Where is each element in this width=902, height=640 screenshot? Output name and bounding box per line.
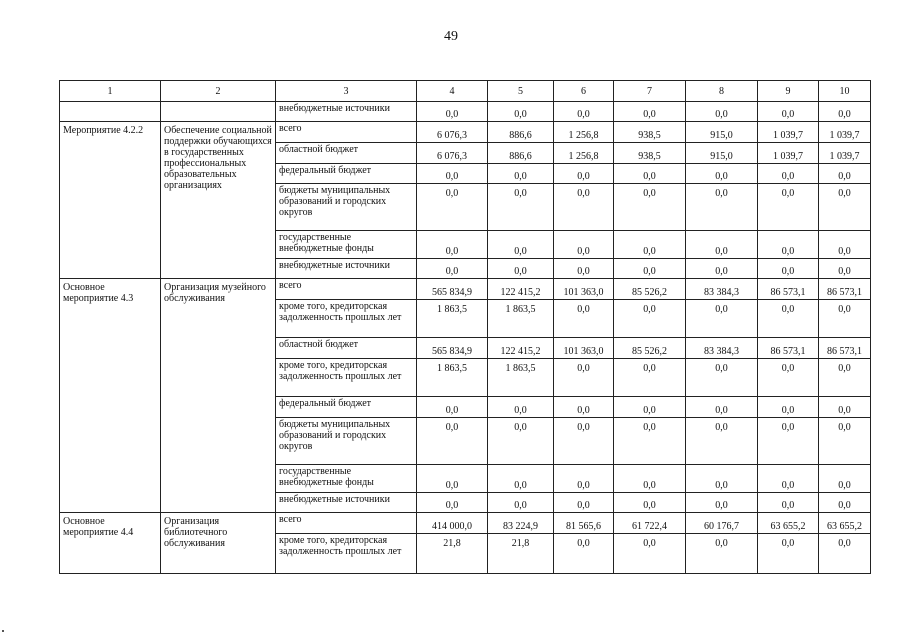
- table-row: [60, 513, 871, 534]
- measure-name-cell: Основное мероприятие 4.3: [60, 279, 161, 513]
- amount-cell: 83 384,3: [686, 338, 758, 359]
- amount-cell: 0,0: [819, 418, 871, 465]
- amount-cell: 0,0: [417, 259, 488, 279]
- header-cell: 4: [417, 81, 488, 102]
- amount-cell: 0,0: [758, 102, 819, 122]
- amount-cell: 0,0: [686, 300, 758, 338]
- amount-cell: 0,0: [686, 259, 758, 279]
- amount-cell: 565 834,9: [417, 338, 488, 359]
- amount-cell: 414 000,0: [417, 513, 488, 534]
- amount-cell: 0,0: [686, 359, 758, 397]
- funding-source-cell: бюджеты муниципальных образований и городских округов: [276, 418, 417, 465]
- amount-cell: 0,0: [614, 102, 686, 122]
- measure-name-cell: Основное мероприятие 4.4: [60, 513, 161, 574]
- amount-cell: 0,0: [758, 259, 819, 279]
- header-cell: 7: [614, 81, 686, 102]
- amount-cell: 0,0: [819, 300, 871, 338]
- funding-source-cell: бюджеты муниципальных образований и городских округов: [276, 184, 417, 231]
- amount-cell: 0,0: [819, 231, 871, 259]
- header-cell: 2: [161, 81, 276, 102]
- header-row: [60, 81, 871, 102]
- amount-cell: 565 834,9: [417, 279, 488, 300]
- funding-source-cell: федеральный бюджет: [276, 397, 417, 418]
- scan-speck: [2, 630, 4, 632]
- amount-cell: 0,0: [819, 397, 871, 418]
- amount-cell: 915,0: [686, 122, 758, 143]
- amount-cell: 0,0: [758, 465, 819, 493]
- amount-cell: 0,0: [614, 184, 686, 231]
- amount-cell: 85 526,2: [614, 279, 686, 300]
- funding-source-cell: областной бюджет: [276, 143, 417, 164]
- amount-cell: 0,0: [488, 102, 554, 122]
- amount-cell: 0,0: [758, 164, 819, 184]
- amount-cell: 1 039,7: [758, 143, 819, 164]
- funding-source-cell: внебюджетные источники: [276, 102, 417, 122]
- amount-cell: 0,0: [417, 493, 488, 513]
- amount-cell: 86 573,1: [758, 279, 819, 300]
- amount-cell: 83 384,3: [686, 279, 758, 300]
- amount-cell: 0,0: [614, 465, 686, 493]
- amount-cell: 0,0: [819, 534, 871, 574]
- amount-cell: 101 363,0: [554, 338, 614, 359]
- amount-cell: 0,0: [819, 493, 871, 513]
- amount-cell: 6 076,3: [417, 122, 488, 143]
- amount-cell: 1 256,8: [554, 143, 614, 164]
- amount-cell: 1 256,8: [554, 122, 614, 143]
- amount-cell: 886,6: [488, 122, 554, 143]
- amount-cell: 0,0: [614, 300, 686, 338]
- header-cell: 10: [819, 81, 871, 102]
- amount-cell: 0,0: [819, 465, 871, 493]
- amount-cell: 0,0: [614, 534, 686, 574]
- amount-cell: 122 415,2: [488, 279, 554, 300]
- amount-cell: 1 863,5: [488, 300, 554, 338]
- header-cell: 5: [488, 81, 554, 102]
- amount-cell: 0,0: [554, 164, 614, 184]
- table-body: [60, 81, 871, 574]
- amount-cell: 938,5: [614, 143, 686, 164]
- amount-cell: 1 039,7: [819, 143, 871, 164]
- amount-cell: 122 415,2: [488, 338, 554, 359]
- amount-cell: 0,0: [686, 493, 758, 513]
- measure-name-cell: [60, 102, 161, 122]
- amount-cell: 101 363,0: [554, 279, 614, 300]
- amount-cell: 0,0: [758, 359, 819, 397]
- header-cell: 1: [60, 81, 161, 102]
- amount-cell: 0,0: [417, 231, 488, 259]
- amount-cell: 1 039,7: [819, 122, 871, 143]
- funding-source-cell: всего: [276, 122, 417, 143]
- amount-cell: 0,0: [554, 102, 614, 122]
- amount-cell: 81 565,6: [554, 513, 614, 534]
- page-number: 49: [444, 29, 458, 44]
- amount-cell: 61 722,4: [614, 513, 686, 534]
- amount-cell: 60 176,7: [686, 513, 758, 534]
- header-cell: 6: [554, 81, 614, 102]
- amount-cell: 0,0: [758, 534, 819, 574]
- funding-source-cell: государственные внебюджетные фонды: [276, 465, 417, 493]
- amount-cell: 0,0: [554, 300, 614, 338]
- amount-cell: 0,0: [488, 184, 554, 231]
- amount-cell: 0,0: [686, 534, 758, 574]
- amount-cell: 0,0: [488, 397, 554, 418]
- amount-cell: 0,0: [554, 493, 614, 513]
- amount-cell: 0,0: [488, 231, 554, 259]
- amount-cell: 0,0: [819, 359, 871, 397]
- table-row: [60, 279, 871, 300]
- amount-cell: 0,0: [758, 397, 819, 418]
- amount-cell: 938,5: [614, 122, 686, 143]
- amount-cell: 0,0: [554, 465, 614, 493]
- amount-cell: 0,0: [554, 359, 614, 397]
- amount-cell: 0,0: [758, 300, 819, 338]
- amount-cell: 915,0: [686, 143, 758, 164]
- amount-cell: 0,0: [554, 397, 614, 418]
- header-cell: 9: [758, 81, 819, 102]
- amount-cell: 0,0: [554, 231, 614, 259]
- amount-cell: 0,0: [417, 102, 488, 122]
- amount-cell: 0,0: [417, 397, 488, 418]
- amount-cell: 0,0: [758, 231, 819, 259]
- funding-source-cell: всего: [276, 279, 417, 300]
- amount-cell: 0,0: [614, 359, 686, 397]
- amount-cell: 0,0: [417, 418, 488, 465]
- amount-cell: 0,0: [686, 102, 758, 122]
- amount-cell: 0,0: [758, 184, 819, 231]
- amount-cell: 0,0: [554, 418, 614, 465]
- amount-cell: 0,0: [614, 397, 686, 418]
- amount-cell: 0,0: [488, 418, 554, 465]
- amount-cell: 86 573,1: [819, 338, 871, 359]
- amount-cell: 0,0: [819, 259, 871, 279]
- funding-source-cell: всего: [276, 513, 417, 534]
- amount-cell: 0,0: [614, 259, 686, 279]
- amount-cell: 0,0: [686, 397, 758, 418]
- amount-cell: 0,0: [488, 493, 554, 513]
- measure-description-cell: [161, 102, 276, 122]
- measure-name-cell: Мероприятие 4.2.2: [60, 122, 161, 279]
- amount-cell: 83 224,9: [488, 513, 554, 534]
- header-cell: 3: [276, 81, 417, 102]
- amount-cell: 0,0: [758, 493, 819, 513]
- amount-cell: 86 573,1: [819, 279, 871, 300]
- funding-source-cell: кроме того, кредиторская задолженность прошлых лет: [276, 300, 417, 338]
- amount-cell: 0,0: [417, 465, 488, 493]
- amount-cell: 0,0: [417, 184, 488, 231]
- amount-cell: 0,0: [554, 534, 614, 574]
- funding-source-cell: федеральный бюджет: [276, 164, 417, 184]
- table-row: [60, 102, 871, 122]
- amount-cell: 0,0: [488, 465, 554, 493]
- funding-source-cell: кроме того, кредиторская задолженность прошлых лет: [276, 359, 417, 397]
- amount-cell: 63 655,2: [819, 513, 871, 534]
- amount-cell: 0,0: [686, 164, 758, 184]
- funding-source-cell: кроме того, кредиторская задолженность прошлых лет: [276, 534, 417, 574]
- amount-cell: 6 076,3: [417, 143, 488, 164]
- funding-source-cell: внебюджетные источники: [276, 493, 417, 513]
- measure-description-cell: Обеспечение социальной поддержки обучающихся в государственных профессиональных образовательных организациях: [161, 122, 276, 279]
- table-row: [60, 122, 871, 143]
- amount-cell: 1 039,7: [758, 122, 819, 143]
- amount-cell: 0,0: [758, 418, 819, 465]
- budget-table: [59, 80, 871, 574]
- amount-cell: 1 863,5: [417, 359, 488, 397]
- funding-source-cell: областной бюджет: [276, 338, 417, 359]
- amount-cell: 0,0: [819, 164, 871, 184]
- amount-cell: 0,0: [417, 164, 488, 184]
- amount-cell: 0,0: [819, 102, 871, 122]
- funding-source-cell: внебюджетные источники: [276, 259, 417, 279]
- amount-cell: 0,0: [614, 418, 686, 465]
- amount-cell: 0,0: [686, 231, 758, 259]
- amount-cell: 0,0: [554, 184, 614, 231]
- header-cell: 8: [686, 81, 758, 102]
- amount-cell: 0,0: [686, 184, 758, 231]
- amount-cell: 1 863,5: [488, 359, 554, 397]
- funding-source-cell: государственные внебюджетные фонды: [276, 231, 417, 259]
- amount-cell: 85 526,2: [614, 338, 686, 359]
- amount-cell: 0,0: [819, 184, 871, 231]
- measure-description-cell: Организация библиотечного обслуживания: [161, 513, 276, 574]
- amount-cell: 0,0: [554, 259, 614, 279]
- amount-cell: 0,0: [686, 418, 758, 465]
- amount-cell: 0,0: [614, 231, 686, 259]
- amount-cell: 0,0: [614, 493, 686, 513]
- amount-cell: 21,8: [417, 534, 488, 574]
- amount-cell: 86 573,1: [758, 338, 819, 359]
- amount-cell: 0,0: [488, 259, 554, 279]
- amount-cell: 21,8: [488, 534, 554, 574]
- amount-cell: 0,0: [686, 465, 758, 493]
- amount-cell: 886,6: [488, 143, 554, 164]
- amount-cell: 0,0: [614, 164, 686, 184]
- measure-description-cell: Организация музейного обслуживания: [161, 279, 276, 513]
- amount-cell: 0,0: [488, 164, 554, 184]
- amount-cell: 63 655,2: [758, 513, 819, 534]
- amount-cell: 1 863,5: [417, 300, 488, 338]
